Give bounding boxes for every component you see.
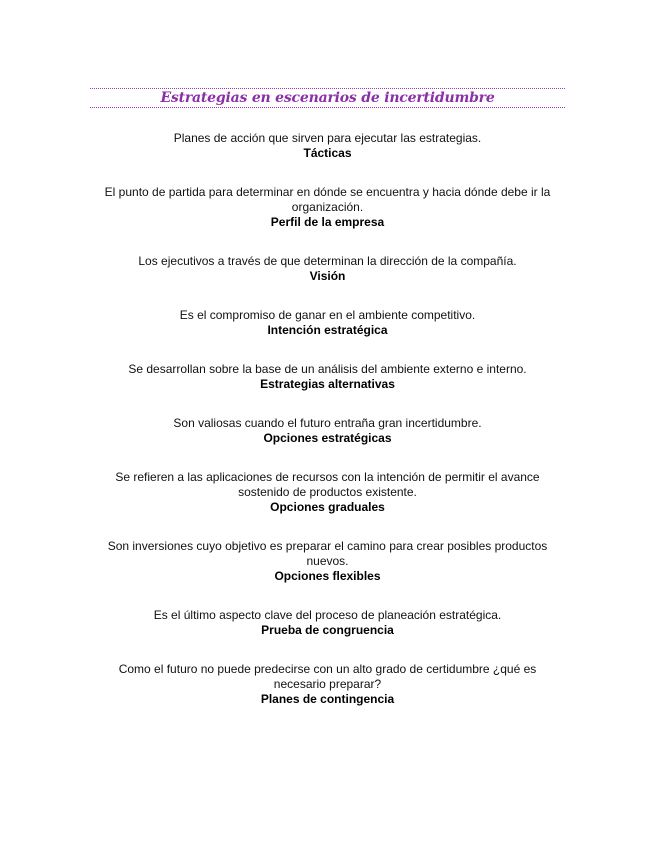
definition-description: Son inversiones cuyo objetivo es preparar el camino para crear posibles productos nuevos. [107,539,548,568]
definition-item [90,308,565,338]
definition-item [90,608,565,638]
definition-item [90,131,565,161]
definition-item [90,254,565,284]
title-banner [90,88,565,108]
definition-term: Planes de contingencia [260,692,395,706]
definition-item [90,362,565,392]
definition-description: Es el compromiso de ganar en el ambiente competitivo. [179,308,476,322]
definition-description: Planes de acción que sirven para ejecutar las estrategias. [173,131,482,145]
definition-term: Tácticas [303,146,352,160]
definition-item [90,470,565,515]
definition-description: Son valiosas cuando el futuro entraña gran incertidumbre. [173,416,482,430]
definition-term: Visión [309,269,346,283]
definition-term: Opciones flexibles [274,569,381,583]
definition-description: Se desarrollan sobre la base de un análisis del ambiente externo e interno. [128,362,527,376]
definition-description: Los ejecutivos a través de que determinan la dirección de la compañía. [138,254,517,268]
definition-term: Opciones estratégicas [263,431,392,445]
definition-term: Prueba de congruencia [261,623,394,637]
definition-item [90,185,565,230]
page-title: Estrategias en escenarios de incertidumbre [160,90,495,106]
definition-term: Perfil de la empresa [270,215,385,229]
definition-list [90,131,565,707]
definition-item [90,416,565,446]
definition-description: Se refieren a las aplicaciones de recursos con la intención de permitir el avance sostenido de productos existente. [115,470,540,499]
definition-term: Intención estratégica [267,323,388,337]
definition-description: Como el futuro no puede predecirse con un alto grado de certidumbre ¿qué es necesario preparar? [118,662,537,691]
definition-item [90,662,565,707]
definition-term: Estrategias alternativas [260,377,395,391]
definition-item [90,539,565,584]
definition-description: Es el último aspecto clave del proceso de planeación estratégica. [153,608,502,622]
definition-term: Opciones graduales [270,500,385,514]
definition-description: El punto de partida para determinar en dónde se encuentra y hacia dónde debe ir la organización. [104,185,551,214]
